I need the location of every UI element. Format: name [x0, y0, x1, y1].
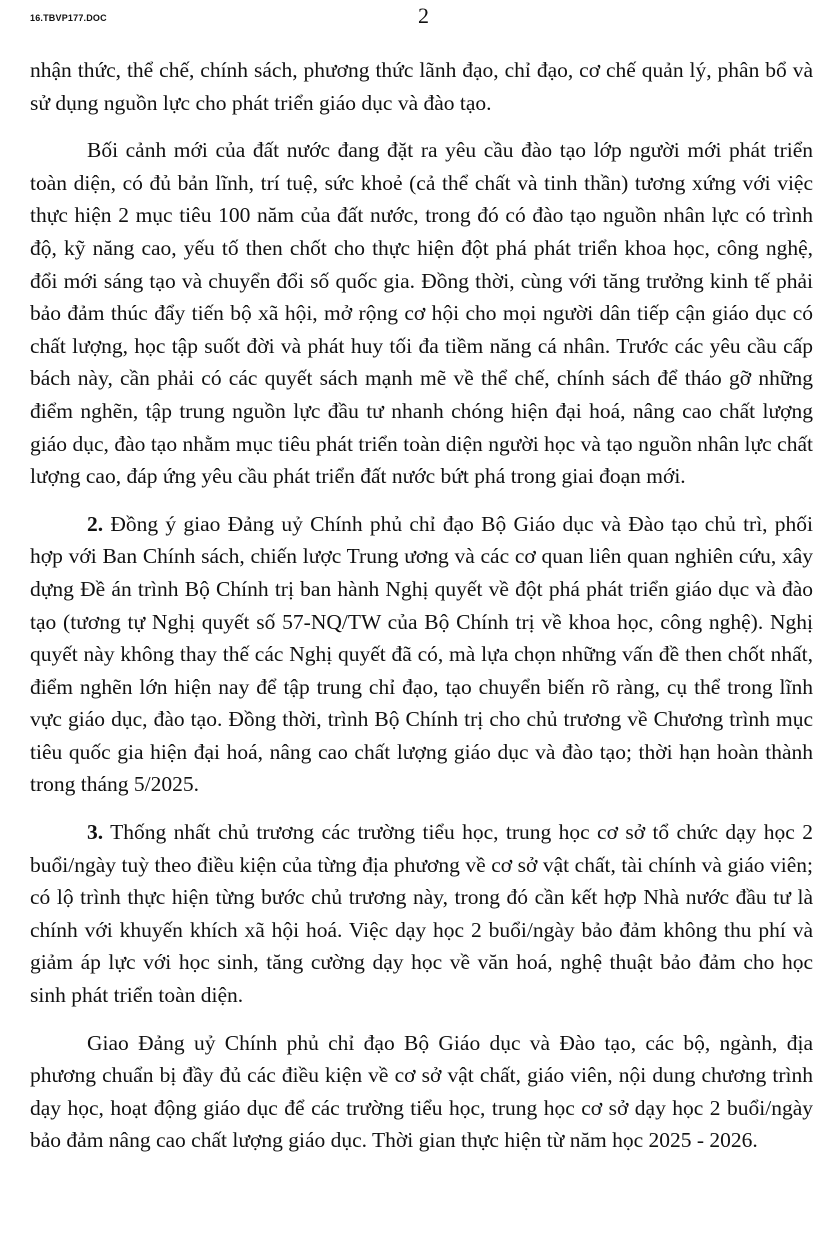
paragraph-text: Giao Đảng uỷ Chính phủ chỉ đạo Bộ Giáo dục và Đào tạo, các bộ, ngành, địa phương chuẩn bị đầy đủ các điều kiện về cơ sở vật chất, giáo viên, nội dung chương trình dạy học, hoạt động giáo dục để các trường tiểu học, trung học cơ sở dạy học 2 buổi/ngày bảo đảm nâng cao chất lượng giáo dục. Thời gian thực hiện từ năm học 2025 - 2026.: [30, 1030, 813, 1153]
paragraph-text: Thống nhất chủ trương các trường tiểu học, trung học cơ sở tổ chức dạy học 2 buổi/ngày tuỳ theo điều kiện của từng địa phương về cơ sở vật chất, tài chính và giáo viên; có lộ trình thực hiện từng bước chủ trương này, trong đó cần kết hợp Nhà nước đầu tư là chính với khuyến khích xã hội hoá. Việc dạy học 2 buổi/ngày bảo đảm không thu phí và giảm áp lực với học sinh, tăng cường dạy học về văn hoá, nghệ thuật bảo đảm cho học sinh phát triển toàn diện.: [30, 820, 813, 1008]
paragraph-assignment: [30, 1027, 813, 1157]
page-header: [0, 0, 840, 40]
item-number: 3.: [87, 820, 104, 845]
paragraph-continuation: [30, 54, 813, 119]
paragraph-context: [30, 134, 813, 493]
paragraph-text: Bối cảnh mới của đất nước đang đặt ra yêu cầu đào tạo lớp người mới phát triển toàn diện, có đủ bản lĩnh, trí tuệ, sức khoẻ (cả thể chất và tinh thần) tương xứng với việc thực hiện 2 mục tiêu 100 năm của đất nước, trong đó có đào tạo nguồn nhân lực có trình độ, kỹ năng cao, yếu tố then chốt cho thực hiện đột phá phát triển khoa học, công nghệ, đổi mới sáng tạo và chuyển đổi số quốc gia. Đồng thời, cùng với tăng trưởng kinh tế phải bảo đảm thúc đẩy tiến bộ xã hội, mở rộng cơ hội cho mọi người dân tiếp cận giáo dục có chất lượng, học tập suốt đời và phát huy tối đa tiềm năng cá nhân. Trước các yêu cầu cấp bách này, cần phải có các quyết sách mạnh mẽ về thể chế, chính sách để tháo gỡ những điểm nghẽn, tập trung nguồn lực đầu tư nhanh chóng hiện đại hoá, nâng cao chất lượng giáo dục, đào tạo nhằm mục tiêu phát triển toàn diện người học và tạo nguồn nhân lực chất lượng cao, đáp ứng yêu cầu phát triển đất nước bứt phá trong giai đoạn mới.: [30, 138, 813, 489]
paragraph-item-2: [30, 508, 813, 801]
paragraph-text: Đồng ý giao Đảng uỷ Chính phủ chỉ đạo Bộ Giáo dục và Đào tạo chủ trì, phối hợp với Ban Chính sách, chiến lược Trung ương và các cơ quan liên quan nghiên cứu, xây dựng Đề án trình Bộ Chính trị ban hành Nghị quyết về đột phá phát triển giáo dục và đào tạo (tương tự Nghị quyết số 57-NQ/TW của Bộ Chính trị về khoa học, công nghệ). Nghị quyết này không thay thế các Nghị quyết đã có, mà lựa chọn những vấn đề then chốt nhất, điểm nghẽn lớn hiện nay để tập trung chỉ đạo, tạo chuyển biến rõ ràng, cụ thể trong lĩnh vực giáo dục, đào tạo. Đồng thời, trình Bộ Chính trị cho chủ trương về Chương trình mục tiêu quốc gia hiện đại hoá, nâng cao chất lượng giáo dục và đào tạo; thời hạn hoàn thành trong tháng 5/2025.: [30, 511, 813, 797]
paragraph-text: nhận thức, thể chế, chính sách, phương thức lãnh đạo, chỉ đạo, cơ chế quản lý, phân bổ và sử dụng nguồn lực cho phát triển giáo dục và đào tạo.: [30, 58, 813, 115]
item-number: 2.: [87, 511, 104, 536]
paragraph-item-3: [30, 816, 813, 1012]
document-body: [30, 54, 813, 1157]
document-code: 16.TBVP177.DOC: [30, 13, 107, 23]
page-number: 2: [418, 3, 429, 28]
